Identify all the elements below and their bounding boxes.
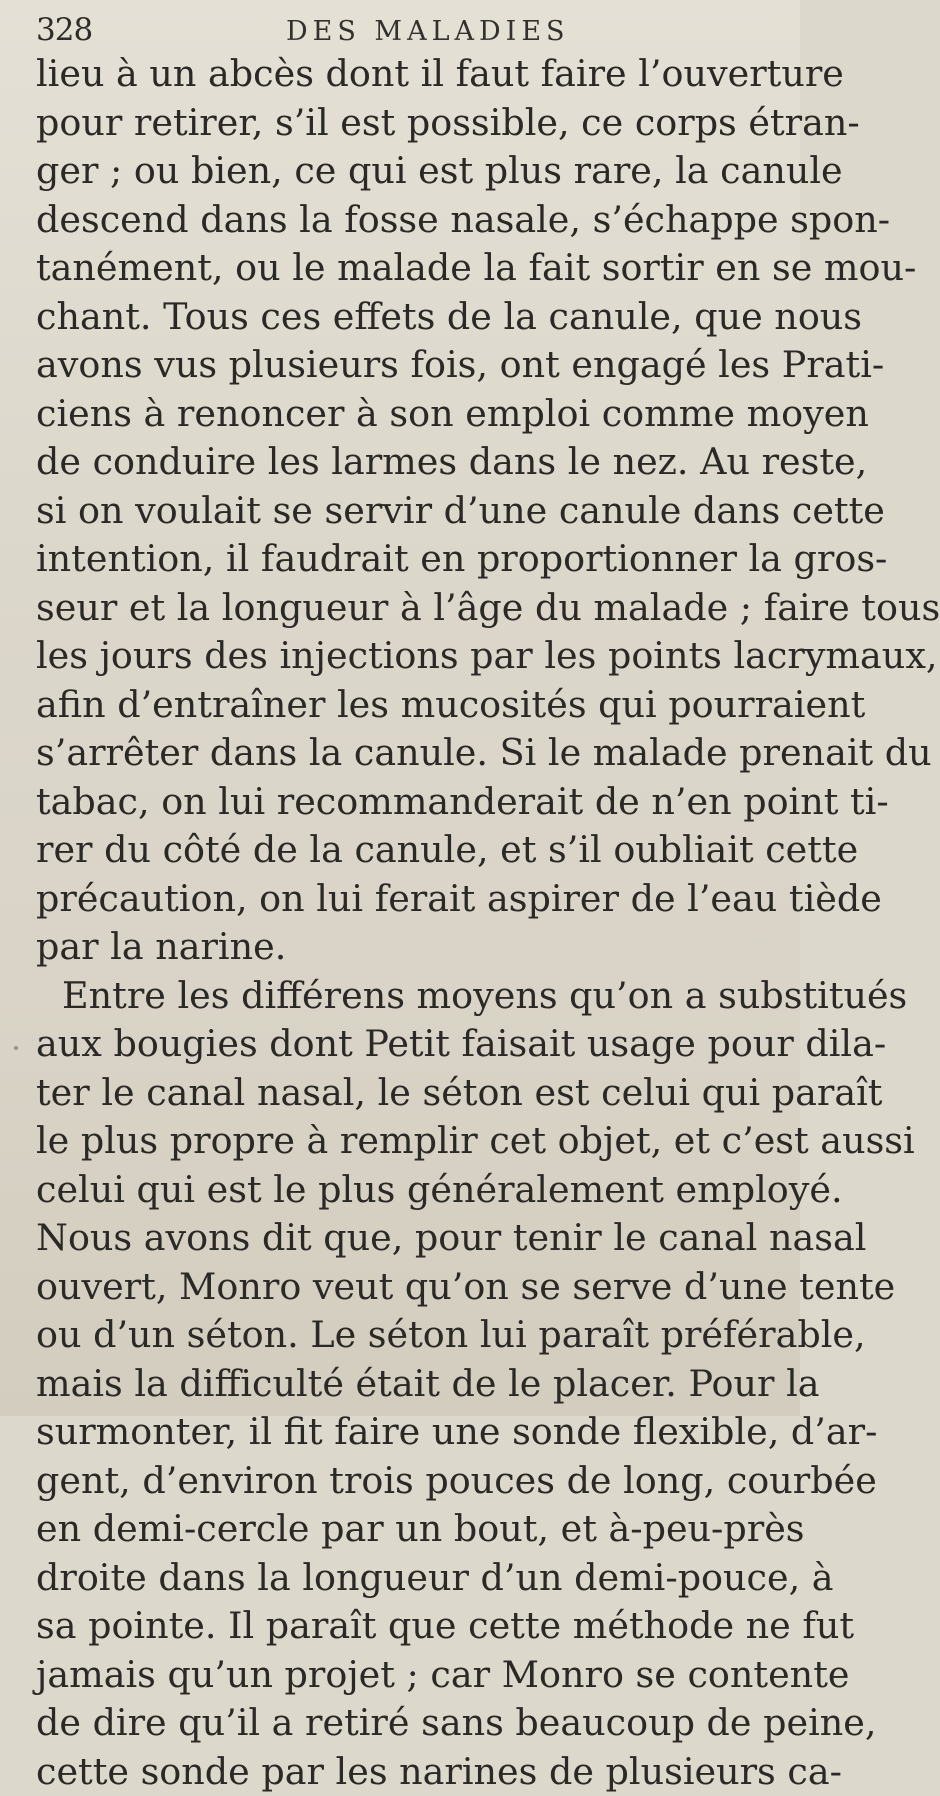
text-line: aux bougies dont Petit faisait usage pour dila- bbox=[36, 1020, 774, 1069]
text-line: lieu à un abcès dont il faut faire l’ouverture bbox=[36, 50, 774, 99]
text-line: ciens à renoncer à son emploi comme moyen bbox=[36, 390, 774, 439]
text-line: jamais qu’un projet ; car Monro se contente bbox=[36, 1651, 774, 1700]
text-line: surmonter, il fit faire une sonde flexible, d’ar- bbox=[36, 1408, 774, 1457]
text-line: tabac, on lui recommanderait de n’en point ti- bbox=[36, 778, 774, 827]
text-line: de conduire les larmes dans le nez. Au reste, bbox=[36, 438, 774, 487]
running-title: DES MALADIES bbox=[286, 16, 570, 48]
text-line: pour retirer, s’il est possible, ce corps étran- bbox=[36, 99, 774, 148]
text-line: gent, d’environ trois pouces de long, courbée bbox=[36, 1457, 774, 1506]
body-text bbox=[36, 50, 774, 1796]
running-head bbox=[36, 8, 766, 48]
paragraph-start-line: Entre les différens moyens qu’on a substitués bbox=[36, 972, 774, 1021]
text-line: le plus propre à remplir cet objet, et c’est aussi bbox=[36, 1117, 774, 1166]
paragraph-end-line: par la narine. bbox=[36, 923, 774, 972]
text-line: descend dans la fosse nasale, s’échappe spon- bbox=[36, 196, 774, 245]
text-line: sa pointe. Il paraît que cette méthode ne fut bbox=[36, 1602, 774, 1651]
text-line: ouvert, Monro veut qu’on se serve d’une tente bbox=[36, 1263, 774, 1312]
text-line: celui qui est le plus généralement employé. bbox=[36, 1166, 774, 1215]
text-line: rer du côté de la canule, et s’il oubliait cette bbox=[36, 826, 774, 875]
text-line: précaution, on lui ferait aspirer de l’eau tiède bbox=[36, 875, 774, 924]
text-line: mais la difficulté était de le placer. Pour la bbox=[36, 1360, 774, 1409]
text-line: intention, il faudrait en proportionner la gros- bbox=[36, 535, 774, 584]
text-line: cette sonde par les narines de plusieurs ca- bbox=[36, 1748, 774, 1796]
text-line: tanément, ou le malade la fait sortir en se mou- bbox=[36, 244, 774, 293]
text-line: chant. Tous ces effets de la canule, que nous bbox=[36, 293, 774, 342]
text-line: ger ; ou bien, ce qui est plus rare, la canule bbox=[36, 147, 774, 196]
text-line: s’arrêter dans la canule. Si le malade prenait du bbox=[36, 729, 774, 778]
text-line: avons vus plusieurs fois, ont engagé les Prati- bbox=[36, 341, 774, 390]
text-line: seur et la longueur à l’âge du malade ; faire tous bbox=[36, 584, 774, 633]
text-line: ou d’un séton. Le séton lui paraît préférable, bbox=[36, 1311, 774, 1360]
text-line: si on voulait se servir d’une canule dans cette bbox=[36, 487, 774, 536]
page-number: 328 bbox=[36, 12, 92, 48]
text-line: en demi-cercle par un bout, et à-peu-près bbox=[36, 1505, 774, 1554]
paper-speck bbox=[14, 1046, 18, 1050]
text-line: droite dans la longueur d’un demi-pouce, à bbox=[36, 1554, 774, 1603]
text-line: Nous avons dit que, pour tenir le canal nasal bbox=[36, 1214, 774, 1263]
text-line: afin d’entraîner les mucosités qui pourraient bbox=[36, 681, 774, 730]
text-line: les jours des injections par les points lacrymaux, bbox=[36, 632, 774, 681]
text-line: ter le canal nasal, le séton est celui qui paraît bbox=[36, 1069, 774, 1118]
text-line: de dire qu’il a retiré sans beaucoup de peine, bbox=[36, 1699, 774, 1748]
